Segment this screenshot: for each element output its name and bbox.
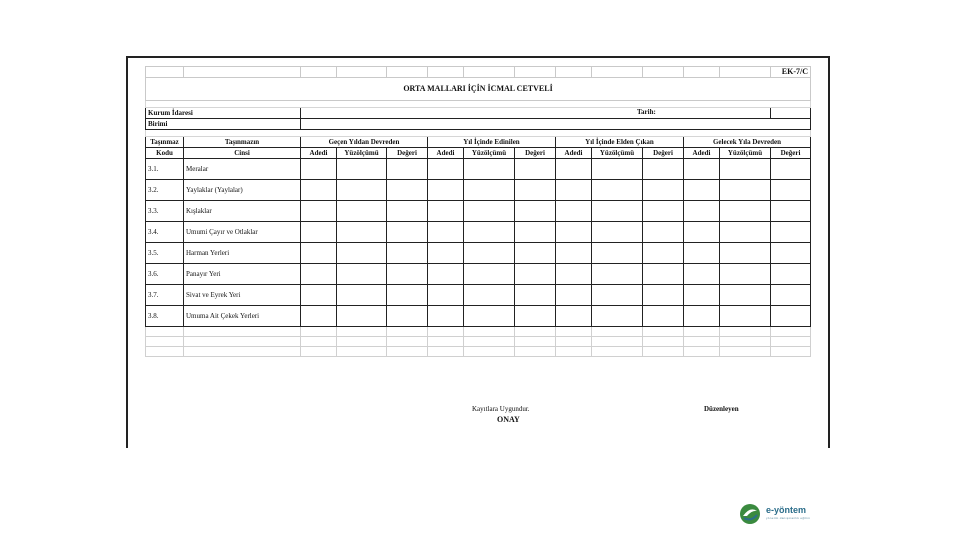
cell[interactable]	[337, 243, 387, 264]
cell[interactable]	[643, 222, 684, 243]
cell[interactable]	[592, 180, 643, 201]
header-cins-bottom: Cinsi	[184, 148, 301, 159]
table-row	[146, 222, 811, 243]
cell[interactable]	[556, 264, 592, 285]
cell[interactable]	[428, 264, 464, 285]
cell[interactable]	[592, 222, 643, 243]
cell[interactable]	[428, 201, 464, 222]
header-kod-top: Taşınmaz	[146, 137, 184, 148]
table-row	[146, 285, 811, 306]
header-group-4: Gelecek Yıla Devreden	[684, 137, 811, 148]
row-code: 3.2.	[146, 180, 184, 201]
kurum-label: Kurum İdaresi	[146, 108, 301, 119]
cell[interactable]	[771, 306, 811, 327]
header-group-3: Yıl İçinde Elden Çıkan	[556, 137, 684, 148]
cell[interactable]	[684, 180, 720, 201]
row-code: 3.4.	[146, 222, 184, 243]
cell[interactable]	[720, 159, 771, 180]
cell[interactable]	[428, 285, 464, 306]
form-title: ORTA MALLARI İÇİN İCMAL CETVELİ	[146, 78, 811, 101]
row-label: Meralar	[184, 159, 301, 180]
cell[interactable]	[643, 243, 684, 264]
cell[interactable]	[684, 201, 720, 222]
cell[interactable]	[720, 243, 771, 264]
cell[interactable]	[464, 201, 515, 222]
header-kod-bottom: Kodu	[146, 148, 184, 159]
sub-yuzolcumu: Yüzölçümü	[592, 148, 643, 159]
cell[interactable]	[464, 285, 515, 306]
cell[interactable]	[684, 306, 720, 327]
cell[interactable]	[301, 306, 337, 327]
cell[interactable]	[643, 159, 684, 180]
row-code: 3.8.	[146, 306, 184, 327]
row-label: Umumi Çayır ve Otlaklar	[184, 222, 301, 243]
cell[interactable]	[720, 201, 771, 222]
cell[interactable]	[387, 159, 428, 180]
row-label: Kışlaklar	[184, 201, 301, 222]
cell[interactable]	[337, 159, 387, 180]
logo-tagline: yönetim danışmanlık eğitim	[766, 516, 811, 520]
table-row	[146, 201, 811, 222]
row-code: 3.7.	[146, 285, 184, 306]
cell[interactable]	[337, 201, 387, 222]
sub-yuzolcumu: Yüzölçümü	[720, 148, 771, 159]
cell[interactable]	[592, 159, 643, 180]
row-label: Panayır Yeri	[184, 264, 301, 285]
cell[interactable]	[337, 180, 387, 201]
cell[interactable]	[592, 264, 643, 285]
cell[interactable]	[515, 222, 556, 243]
tarih-value[interactable]	[771, 108, 811, 119]
cell[interactable]	[337, 285, 387, 306]
table-row	[146, 159, 811, 180]
row-code: 3.5.	[146, 243, 184, 264]
sub-adedi: Adedi	[556, 148, 592, 159]
row-label: Sivat ve Eyrek Yeri	[184, 285, 301, 306]
cell[interactable]	[337, 222, 387, 243]
cell[interactable]	[643, 285, 684, 306]
cell[interactable]	[464, 243, 515, 264]
cell[interactable]	[464, 222, 515, 243]
cell[interactable]	[720, 306, 771, 327]
cell[interactable]	[643, 264, 684, 285]
cell[interactable]	[387, 264, 428, 285]
cell[interactable]	[515, 264, 556, 285]
table-row	[146, 243, 811, 264]
cell[interactable]	[515, 285, 556, 306]
cell[interactable]	[771, 285, 811, 306]
cell[interactable]	[515, 306, 556, 327]
cell[interactable]	[771, 180, 811, 201]
table-row	[146, 180, 811, 201]
sub-yuzolcumu: Yüzölçümü	[337, 148, 387, 159]
cell[interactable]	[720, 180, 771, 201]
row-label: Harman Yerleri	[184, 243, 301, 264]
cell[interactable]	[387, 306, 428, 327]
icmal-form	[145, 66, 810, 424]
sub-degeri: Değeri	[387, 148, 428, 159]
cell[interactable]	[684, 285, 720, 306]
kurum-value[interactable]	[301, 108, 771, 119]
sub-adedi: Adedi	[684, 148, 720, 159]
cell[interactable]	[592, 285, 643, 306]
cell[interactable]	[387, 243, 428, 264]
cell[interactable]	[515, 243, 556, 264]
sub-degeri: Değeri	[771, 148, 811, 159]
tarih-label: Tarih:	[637, 108, 656, 116]
sub-degeri: Değeri	[515, 148, 556, 159]
cell[interactable]	[428, 159, 464, 180]
cell[interactable]	[643, 306, 684, 327]
cell[interactable]	[464, 180, 515, 201]
cell[interactable]	[592, 243, 643, 264]
cell[interactable]	[301, 180, 337, 201]
logo-name: e-yöntem	[766, 505, 807, 515]
cell[interactable]	[556, 159, 592, 180]
onay-label: ONAY	[497, 415, 520, 424]
sub-adedi: Adedi	[428, 148, 464, 159]
table-row	[146, 264, 811, 285]
cell[interactable]	[428, 180, 464, 201]
cell[interactable]	[301, 222, 337, 243]
cell[interactable]	[771, 264, 811, 285]
sub-adedi: Adedi	[301, 148, 337, 159]
cell[interactable]	[771, 222, 811, 243]
cell[interactable]	[428, 222, 464, 243]
cell[interactable]	[592, 306, 643, 327]
cell[interactable]	[720, 264, 771, 285]
header-group-2: Yıl İçinde Edinilen	[428, 137, 556, 148]
cell[interactable]	[643, 201, 684, 222]
cell[interactable]	[428, 243, 464, 264]
birim-label: Birimi	[146, 119, 301, 130]
cell[interactable]	[301, 264, 337, 285]
cell[interactable]	[337, 264, 387, 285]
cell[interactable]	[387, 222, 428, 243]
cell[interactable]	[771, 201, 811, 222]
cell[interactable]	[515, 159, 556, 180]
cell[interactable]	[301, 201, 337, 222]
row-label: Umuma Ait Çekek Yerleri	[184, 306, 301, 327]
birim-value[interactable]	[301, 119, 811, 130]
row-code: 3.1.	[146, 159, 184, 180]
cell[interactable]	[464, 159, 515, 180]
cell[interactable]	[684, 159, 720, 180]
table-row	[146, 306, 811, 327]
logo-circle-icon	[740, 504, 760, 524]
cell[interactable]	[720, 285, 771, 306]
cell[interactable]	[771, 159, 811, 180]
cell[interactable]	[301, 243, 337, 264]
cell[interactable]	[387, 201, 428, 222]
form-code: EK-7/C	[771, 67, 811, 78]
cell[interactable]	[301, 159, 337, 180]
cell[interactable]	[556, 306, 592, 327]
cell[interactable]	[592, 201, 643, 222]
header-group-1: Geçen Yıldan Devreden	[301, 137, 428, 148]
form-table	[145, 66, 811, 357]
cell[interactable]	[771, 243, 811, 264]
kayitlara-uygundur: Kayıtlara Uygundur.	[472, 405, 530, 413]
cell[interactable]	[387, 285, 428, 306]
cell[interactable]	[684, 222, 720, 243]
duzenleyen-label: Düzenleyen	[704, 405, 739, 413]
cell[interactable]	[515, 201, 556, 222]
cell[interactable]	[464, 264, 515, 285]
sub-yuzolcumu: Yüzölçümü	[464, 148, 515, 159]
row-code: 3.3.	[146, 201, 184, 222]
row-label: Yaylaklar (Yaylalar)	[184, 180, 301, 201]
cell[interactable]	[556, 180, 592, 201]
cell[interactable]	[556, 222, 592, 243]
cell[interactable]	[720, 222, 771, 243]
cell[interactable]	[301, 285, 337, 306]
cell[interactable]	[428, 306, 464, 327]
cell[interactable]	[337, 306, 387, 327]
cell[interactable]	[556, 201, 592, 222]
cell[interactable]	[556, 243, 592, 264]
cell[interactable]	[387, 180, 428, 201]
cell[interactable]	[556, 285, 592, 306]
cell[interactable]	[684, 264, 720, 285]
cell[interactable]	[684, 243, 720, 264]
sub-degeri: Değeri	[643, 148, 684, 159]
row-code: 3.6.	[146, 264, 184, 285]
cell[interactable]	[643, 180, 684, 201]
header-cins-top: Taşınmazın	[184, 137, 301, 148]
cell[interactable]	[464, 306, 515, 327]
cell[interactable]	[515, 180, 556, 201]
